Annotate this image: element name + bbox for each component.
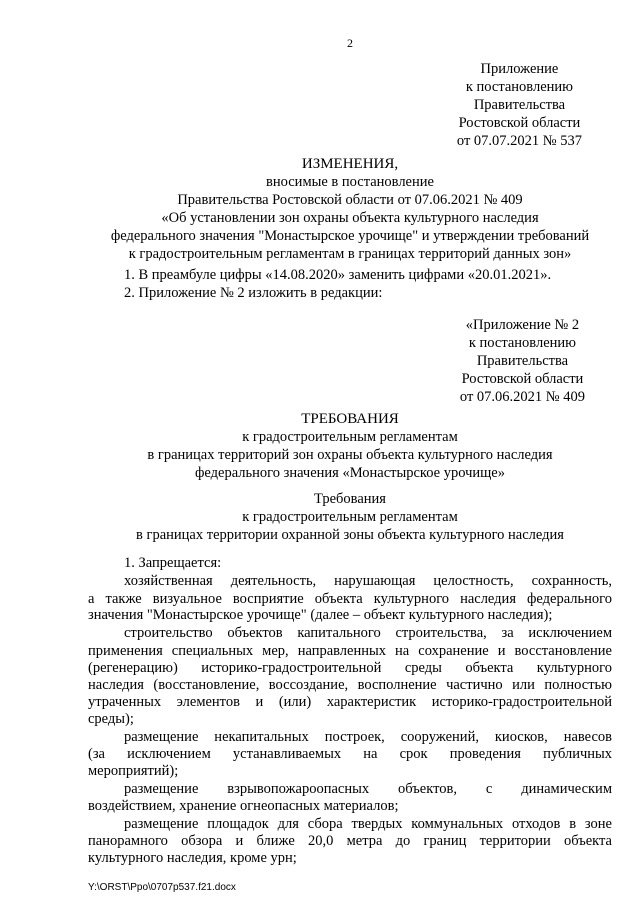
body-line: культурного наследия, кроме урн; xyxy=(88,850,297,866)
change-item-1: 1. В преамбуле цифры «14.08.2020» заменить цифрами «20.01.2021». xyxy=(124,267,552,283)
body-line: панорамного обзора и ближе 20,0 метра до границ территории объекта xyxy=(88,833,612,849)
body-line: размещение некапитальных построек, сооружений, киосков, навесов xyxy=(124,729,612,745)
footer-file-path: Y:\ORST\Ppo\0707p537.f21.docx xyxy=(88,882,236,893)
appendix-line: Правительства xyxy=(473,97,566,113)
appendix2-line: от 07.06.2021 № 409 xyxy=(459,389,585,405)
appendix-line: от 07.07.2021 № 537 xyxy=(456,133,582,149)
appendix2-line: Правительства xyxy=(476,353,569,369)
appendix-header xyxy=(457,60,582,150)
change-item-2: 2. Приложение № 2 изложить в редакции: xyxy=(124,285,383,301)
body-line: среды); xyxy=(88,711,134,727)
subsection-title-line: к градостроительным регламентам xyxy=(242,509,458,525)
requirements-title-line: в границах территорий зон охраны объекта культурного наследия xyxy=(147,447,553,463)
changes-title-line: федерального значения "Монастырское урочище" и утверждении требований xyxy=(110,228,590,244)
body-line: мероприятий); xyxy=(88,763,179,779)
body-line: применения специальных мер, направленных на сохранение и восстановление xyxy=(88,643,612,659)
appendix2-line: «Приложение № 2 xyxy=(465,317,580,333)
body-line: (регенерацию) историко-градостроительной среды объекта культурного xyxy=(88,660,612,676)
requirements-heading: ТРЕБОВАНИЯ xyxy=(301,411,399,427)
body-line: (за исключением устанавливаемых на срок проведения публичных xyxy=(88,746,612,762)
requirements-title-line: федерального значения «Монастырское урочище» xyxy=(195,465,505,481)
subsection-title xyxy=(88,490,612,544)
body-line: размещение площадок для сбора твердых коммунальных отходов в зоне xyxy=(124,816,612,832)
clause-1: 1. Запрещается: xyxy=(124,555,222,571)
subsection-title-line: в границах территории охранной зоны объекта культурного наследия xyxy=(136,527,564,543)
body-line: строительство объектов капитального строительства, за исключением xyxy=(124,625,612,641)
appendix-line: Ростовской области xyxy=(458,115,581,131)
body-line: воздействием, хранение огнеопасных материалов; xyxy=(88,798,399,814)
requirements-title-line: к градостроительным регламентам xyxy=(242,429,458,445)
body-line: размещение взрывопожароопасных объектов, с динамическим xyxy=(124,781,612,797)
requirements-title xyxy=(88,410,612,482)
appendix-line: Приложение xyxy=(480,61,559,77)
changes-title-line: к градостроительным регламентам в границах территорий данных зон» xyxy=(128,246,572,262)
appendix2-header xyxy=(460,316,585,406)
body-line: утраченных элементов и (или) характеристик историко-градостроительной xyxy=(88,694,612,710)
changes-title-line: «Об установлении зон охраны объекта культурного наследия xyxy=(161,210,539,226)
appendix2-line: Ростовской области xyxy=(461,371,584,387)
page-number: 2 xyxy=(347,36,353,50)
body-line: наследия (восстановление, воссоздание, восполнение частично или полностью xyxy=(88,677,612,693)
body-line: значения "Монастырское урочище" (далее – объект культурного наследия); xyxy=(88,607,553,623)
body-line: хозяйственная деятельность, нарушающая целостность, сохранность, xyxy=(124,573,612,589)
body-line: а также визуальное восприятие объекта культурного наследия федерального xyxy=(88,591,612,607)
appendix-line: к постановлению xyxy=(465,79,573,95)
appendix2-line: к постановлению xyxy=(468,335,576,351)
changes-title-line: вносимые в постановление xyxy=(266,174,434,190)
subsection-heading: Требования xyxy=(314,491,386,507)
changes-title xyxy=(88,155,612,263)
changes-heading: ИЗМЕНЕНИЯ, xyxy=(301,156,399,172)
changes-title-line: Правительства Ростовской области от 07.06.2021 № 409 xyxy=(177,192,523,208)
